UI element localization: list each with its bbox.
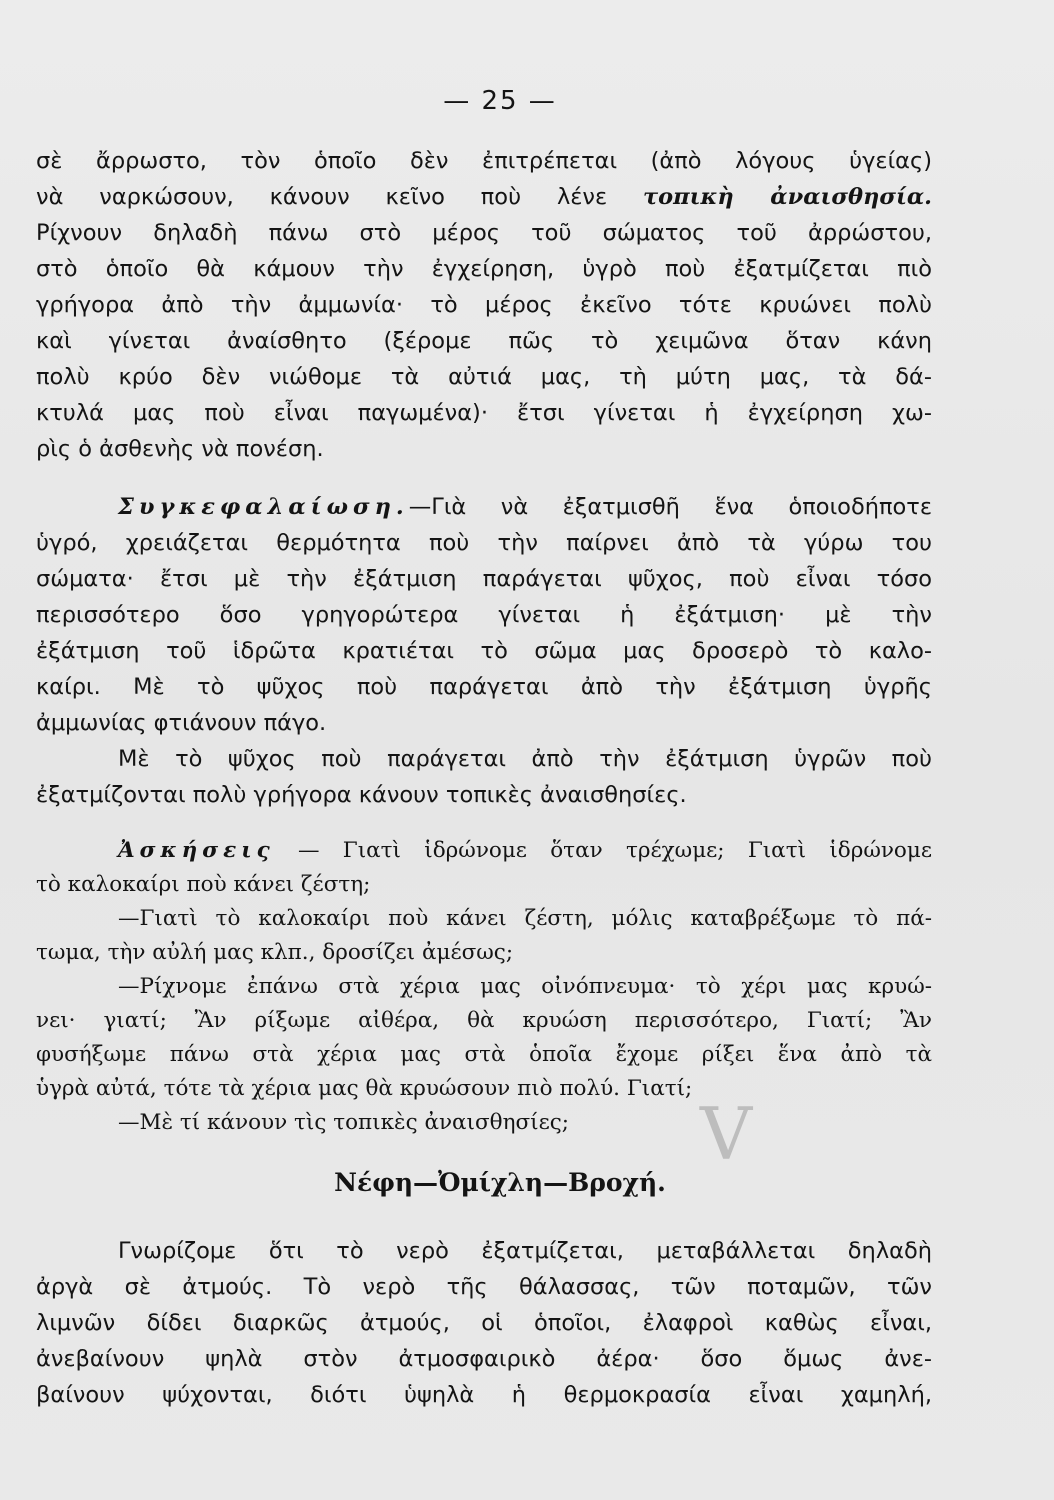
text-line: Γνωρίζομε ὅτι τὸ νερὸ ἐξατμίζεται, μεταβάλλεται δηλαδὴ [118,1238,932,1264]
text-line: νει· γιατί; Ἂν ρίξωμε αἰθέρα, θὰ κρυώση περισσότερο, Γιατί; Ἂν [36,1008,932,1033]
text-line: —Μὲ τί κάνουν τὶς τοπικὲς ἀναισθησίες; [118,1110,570,1135]
text-line: στὸ ὁποῖο θὰ κάμουν τὴν ἐγχείρηση, ὑγρὸ ποὺ ἐξατμίζεται πιὸ [36,256,932,282]
text-line: κτυλά μας ποὺ εἶναι παγωμένα)· ἔτσι γίνεται ἡ ἐγχείρηση χω- [36,400,932,426]
text-line-with-term [36,184,932,210]
section-heading: Νέφη—Ὀμίχλη—Βροχή. [334,1168,666,1197]
text-line: βαίνουν ψύχονται, διότι ὑψηλὰ ἡ θερμοκρασία εἶναι χαμηλή, [36,1382,932,1408]
text-line: περισσότερο ὅσο γρηγορώτερα γίνεται ἡ ἐξάτμιση· μὲ τὴν [36,602,932,628]
pencil-check-mark: V [700,1092,752,1176]
text-line: ὑγρὰ αὐτά, τότε τὰ χέρια μας θὰ κρυώσουν πιὸ πολύ. Γιατί; [36,1076,693,1101]
text-segment: — Γιατὶ ἱδρώνομε ὅταν τρέχωμε; Γιατὶ ἱδρώνομε [298,838,932,863]
text-line: σώματα· ἔτσι μὲ τὴν ἐξάτμιση παράγεται ψῦχος, ποὺ εἶναι τόσο [36,566,932,592]
text-line: καὶ γίνεται ἀναίσθητο (ξέρομε πῶς τὸ χειμῶνα ὅταν κάνη [36,328,932,354]
text-line: ἐξάτμιση τοῦ ἱδρῶτα κρατιέται τὸ σῶμα μας δροσερὸ τὸ καλο- [36,638,932,664]
text-line: τωμα, τὴν αὐλή μας κλπ., δροσίζει ἀμέσως; [36,940,514,965]
text-line: —Γιατὶ τὸ καλοκαίρι ποὺ κάνει ζέστη, μόλις καταβρέξωμε τὸ πά- [118,906,932,931]
text-line-with-term [118,494,932,520]
text-line: Μὲ τὸ ψῦχος ποὺ παράγεται ἀπὸ τὴν ἐξάτμιση ὑγρῶν ποὺ [118,746,932,772]
term-summary: Συγκεφαλαίωση. [118,494,409,520]
text-line-with-term [118,838,932,863]
text-line: ἐξατμίζονται πολὺ γρήγορα κάνουν τοπικὲς ἀναισθησίες. [36,782,687,808]
text-segment: νὰ ναρκώσουν, κάνουν κεῖνο ποὺ λένε [36,184,608,210]
text-segment: —Γιὰ νὰ ἐξατμισθῆ ἕνα ὁποιοδήποτε [408,494,932,520]
text-line: καίρι. Μὲ τὸ ψῦχος ποὺ παράγεται ἀπὸ τὴν ἐξάτμιση ὑγρῆς [36,674,932,700]
text-line: λιμνῶν δίδει διαρκῶς ἀτμούς, οἱ ὁποῖοι, ἐλαφροὶ καθὼς εἶναι, [36,1310,932,1336]
term-local-anesthesia: τοπικὴ ἀναισθησία. [643,184,932,210]
text-line: σὲ ἄρρωστο, τὸν ὁποῖο δὲν ἐπιτρέπεται (ἀπὸ λόγους ὑγείας) [36,148,932,174]
text-line: Ρίχνουν δηλαδὴ πάνω στὸ μέρος τοῦ σώματος τοῦ ἀρρώστου, [36,220,932,246]
text-line: φυσήξωμε πάνω στὰ χέρια μας στὰ ὁποῖα ἔχομε ρίξει ἕνα ἀπὸ τὰ [36,1042,932,1067]
text-line: τὸ καλοκαίρι ποὺ κάνει ζέστη; [36,872,371,897]
text-line: ρὶς ὁ ἀσθενὴς νὰ πονέση. [36,436,324,462]
page-number: — 25 — [443,86,557,116]
text-line: ἀργὰ σὲ ἀτμούς. Τὸ νερὸ τῆς θάλασσας, τῶν ποταμῶν, τῶν [36,1274,932,1300]
text-line: ἀνεβαίνουν ψηλὰ στὸν ἀτμοσφαιρικὸ ἀέρα· ὅσο ὅμως ἀνε- [36,1346,932,1372]
term-exercises: Ἀσκήσεις [118,838,275,863]
text-line: γρήγορα ἀπὸ τὴν ἀμμωνία· τὸ μέρος ἐκεῖνο τότε κρυώνει πολὺ [36,292,932,318]
text-line: ἀμμωνίας φτιάνουν πάγο. [36,710,327,736]
text-line: ὑγρό, χρειάζεται θερμότητα ποὺ τὴν παίρνει ἀπὸ τὰ γύρω του [36,530,932,556]
text-line: —Ρίχνομε ἐπάνω στὰ χέρια μας οἰνόπνευμα· τὸ χέρι μας κρυώ- [118,974,932,999]
text-line: πολὺ κρύο δὲν νιώθομε τὰ αὐτιά μας, τὴ μύτη μας, τὰ δά- [36,364,932,390]
